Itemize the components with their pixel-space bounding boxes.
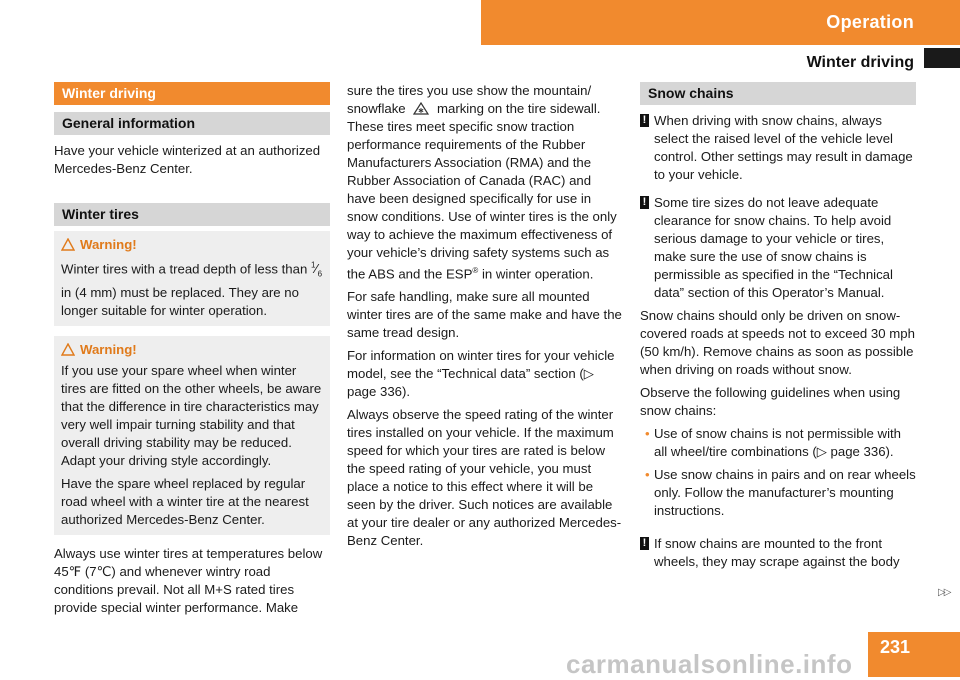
fraction-numerator: 1	[310, 261, 316, 270]
heading-snow-chains: Snow chains	[640, 82, 916, 105]
snow-chains-speed-paragraph: Snow chains should only be driven on snow-covered roads at speeds not to exceed 30 mph (50 km/h). Remove chains as soon as possible when driving on roads without snow.	[640, 308, 915, 377]
watermark-text: carmanualsonline.info	[566, 649, 853, 679]
section-heading-winter-driving: Winter driving	[54, 82, 330, 105]
fraction-one-sixth: $^1⁄_6$	[310, 261, 323, 280]
paragraph-text: sure the tires you use show the mountain/ snowflake	[347, 83, 592, 116]
warning-heading	[61, 341, 323, 359]
notice-text: Some tire sizes do not leave adequate clearance for snow chains. To help avoid serious damage to your vehicle or tires, make sure the use of snow chains is permissible as specified in the “Technical data” section of this Operator’s Manual.	[654, 195, 893, 300]
page-number: 231	[880, 637, 911, 657]
notice-clearance	[640, 194, 916, 302]
fraction-denominator: 6	[317, 270, 323, 280]
registered-mark: ®	[472, 266, 479, 275]
warning-label: Warning!	[80, 342, 137, 358]
heading-winter-tires: Winter tires	[54, 203, 330, 226]
exclamation-icon: !	[640, 196, 649, 209]
paragraph-text: in winter operation.	[481, 266, 594, 282]
warning-box-tread-depth	[54, 231, 330, 326]
technical-data-reference: For information on winter tires for your vehicle model, see the “Technical data” section (▷ page 336).	[347, 348, 615, 400]
warning-text-part: in (4 mm) must be replaced. They are no longer suitable for winter operation.	[61, 285, 299, 319]
bullet-icon: •	[645, 426, 650, 441]
header-tab-marker	[924, 48, 960, 68]
notice-raised-level	[640, 112, 916, 184]
column-1	[54, 82, 330, 622]
list-item-text: Use snow chains in pairs and on rear wheels only. Follow the manufacturer’s mounting instructions.	[654, 467, 916, 518]
mountain-snowflake-paragraph	[347, 82, 623, 283]
speed-rating-paragraph: Always observe the speed rating of the winter tires installed on your vehicle. If the maximum speed for which your tires are rated is below the speed rating of your vehicle, you must place a notice to this effect where it will be seen by the driver. Such notices are available at your tire dealer or any authorized Mercedes-Benz Center.	[347, 407, 622, 549]
notice-text: When driving with snow chains, always select the raised level of the vehicle level control. Other settings may result in damage to your vehicle.	[654, 113, 913, 182]
next-page-arrow-icon: ▷▷	[938, 587, 950, 598]
list-item	[640, 466, 916, 520]
column-3	[640, 82, 916, 576]
same-tread-paragraph: For safe handling, make sure all mounted winter tires are of the same make and have the same tread design.	[347, 289, 622, 341]
header-section-title: Operation	[826, 12, 914, 32]
bullet-icon: •	[645, 467, 650, 482]
heading-general-information: General information	[54, 112, 330, 135]
column-2	[347, 82, 623, 555]
general-information-text: Have your vehicle winterized at an authorized Mercedes-Benz Center.	[54, 143, 321, 176]
list-item	[640, 425, 916, 461]
warning-text-part: Winter tires with a tread depth of less than	[61, 261, 308, 277]
mountain-snowflake-icon	[413, 101, 429, 115]
exclamation-icon: !	[640, 537, 649, 550]
paragraph-text: marking on the tire sidewall. These tires meet specific snow traction performance requirements of the Rubber Manufacturers Association (RMA) and the Rubber Association of Canada (RAC) and have been designed specifically for use in snow conditions. Use of winter tires is the only way to achieve the maximum effectiveness of your vehicle’s driving safety systems such as the ABS and the ESP	[347, 101, 617, 282]
notice-front-wheels	[640, 535, 916, 571]
warning-triangle-icon	[61, 238, 75, 251]
winter-tires-temperature-text: Always use winter tires at temperatures below 45℉ (7℃) and whenever wintry road conditions prevail. Not all M+S rated tires provide special winter performance. Make	[54, 546, 323, 616]
warning-label: Warning!	[80, 237, 137, 252]
warning-triangle-icon	[61, 343, 75, 356]
warning-text-spare-wheel: If you use your spare wheel when winter tires are fitted on the other wheels, be aware that the difference in tire characteristics may very well impair turning stability and that overall driving stability may be reduced. Adapt your driving style accordingly.	[61, 363, 322, 469]
warning-heading	[61, 236, 323, 254]
guidelines-intro: Observe the following guidelines when using snow chains:	[640, 385, 901, 418]
warning-text-replace-spare: Have the spare wheel replaced by regular road wheel with a winter tire at the nearest authorized Mercedes-Benz Center.	[61, 476, 309, 528]
list-item-text: Use of snow chains is not permissible with all wheel/tire combinations (▷ page 336).	[654, 426, 902, 459]
header-subsection-title: Winter driving	[806, 54, 914, 71]
exclamation-icon: !	[640, 114, 649, 127]
notice-text: If snow chains are mounted to the front wheels, they may scrape against the body	[654, 536, 900, 569]
warning-text-tread-depth	[61, 257, 323, 320]
warning-box-spare-wheel	[54, 336, 330, 535]
